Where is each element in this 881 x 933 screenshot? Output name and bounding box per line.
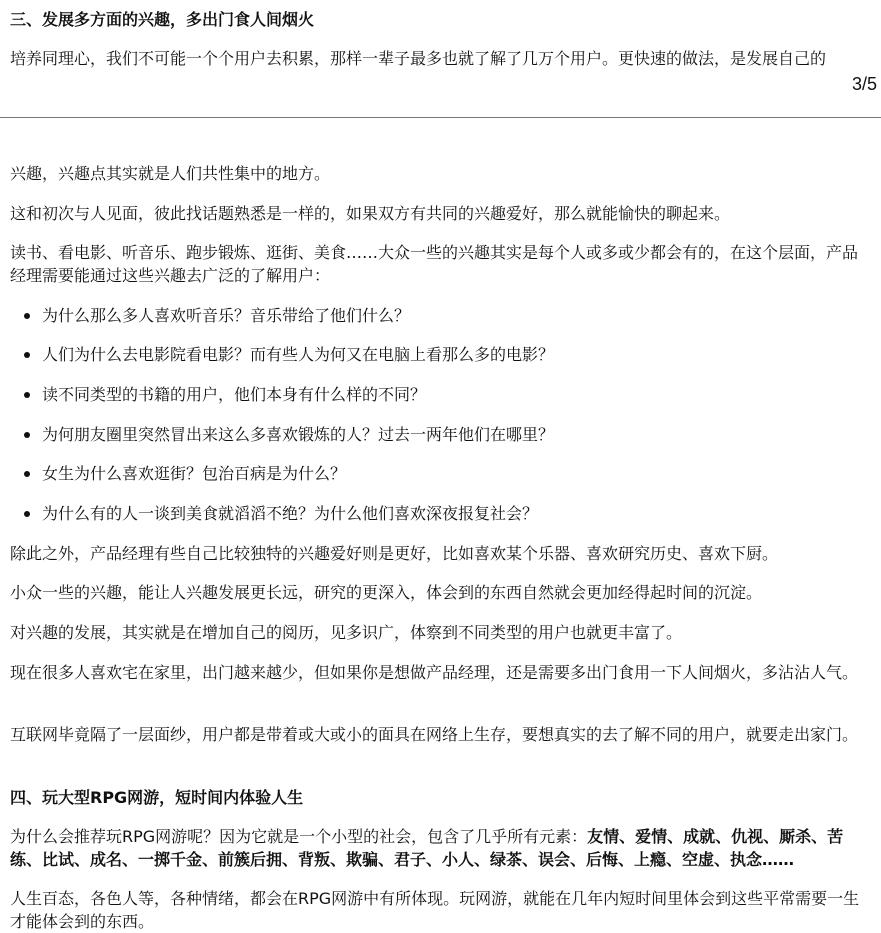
list-item-text: 为什么有的人一谈到美食就滔滔不绝？为什么他们喜欢深夜报复社会？ [42, 504, 539, 523]
list-item-text: 女生为什么喜欢逛街？包治百病是为什么？ [42, 464, 347, 483]
paragraph-8: 互联网毕竟隔了一层面纱，用户都是带着或大或小的面具在网络上生存，要想真实的去了解不同的用户，就要走出家门。 [10, 725, 859, 744]
paragraph-3: 读书、看电影、听音乐、跑步锻炼、逛街、美食……大众一些的兴趣其实是每个人或多或少都会有的，在这个层面，产品经理需要能通过这些兴趣去广泛的了解用户： [10, 243, 859, 285]
list-item-text: 读不同类型的书籍的用户，他们本身有什么样的不同？ [42, 385, 427, 404]
list-item [42, 462, 869, 485]
paragraph-intro: 培养同理心，我们不可能一个个用户去积累，那样一辈子最多也就了解了几万个用户。更快速的做法，是发展自己的 [10, 49, 827, 68]
bullet-icon [24, 471, 30, 477]
paragraph-5: 小众一些的兴趣，能让人兴趣发展更长远，研究的更深入，体会到的东西自然就会更加经得起时间的沉淀。 [10, 583, 763, 602]
list-item [42, 423, 869, 446]
list-item [42, 304, 869, 327]
list-item [42, 343, 869, 366]
paragraph-4: 除此之外，产品经理有些自己比较独特的兴趣爱好则是更好，比如喜欢某个乐器、喜欢研究历史、喜欢下厨。 [10, 544, 779, 563]
section-heading-3: 三、发展多方面的兴趣，多出门食人间烟火 [10, 10, 315, 29]
bullet-icon [24, 392, 30, 398]
page-number: 3/5 [851, 74, 877, 94]
paragraph-1: 兴趣，兴趣点其实就是人们共性集中的地方。 [10, 164, 331, 183]
paragraph-10: 人生百态，各色人等，各种情绪，都会在RPG网游中有所体现。玩网游，就能在几年内短时间里体会到这些平常需要一生才能体会到的东西。 [10, 889, 860, 931]
paragraph-9-keywords: 友情、爱情、成就、仇视、厮杀、苦练、比试、成名、一掷千金、前簇后拥、背叛、欺骗、君子、小人、绿茶、误会、后悔、上瘾、空虚、执念…… [10, 827, 844, 869]
list-item [42, 383, 869, 406]
section-heading-4: 四、玩大型RPG网游，短时间内体验人生 [10, 788, 304, 807]
bullet-icon [24, 313, 30, 319]
list-item-text: 为何朋友圈里突然冒出来这么多喜欢锻炼的人？过去一两年他们在哪里？ [42, 425, 555, 444]
paragraph-9 [10, 825, 869, 871]
paragraph-9-lead: 为什么会推荐玩RPG网游呢？因为它就是一个小型的社会，包含了几乎所有元素： [10, 827, 588, 846]
list-item [42, 502, 869, 525]
paragraph-7: 现在很多人喜欢宅在家里，出门越来越少，但如果你是想做产品经理，还是需要多出门食用一下人间烟火，多沾沾人气。 [10, 663, 859, 682]
bullet-icon [24, 432, 30, 438]
paragraph-2: 这和初次与人见面，彼此找话题熟悉是一样的，如果双方有共同的兴趣爱好，那么就能愉快的聊起来。 [10, 204, 731, 223]
list-item-text: 为什么那么多人喜欢听音乐？音乐带给了他们什么？ [42, 306, 411, 325]
page-divider [0, 117, 881, 118]
bullet-icon [24, 511, 30, 517]
bullet-icon [24, 352, 30, 358]
list-item-text: 人们为什么去电影院看电影？而有些人为何又在电脑上看那么多的电影？ [42, 345, 555, 364]
paragraph-6: 对兴趣的发展，其实就是在增加自己的阅历，见多识广，体察到不同类型的用户也就更丰富了。 [10, 623, 683, 642]
